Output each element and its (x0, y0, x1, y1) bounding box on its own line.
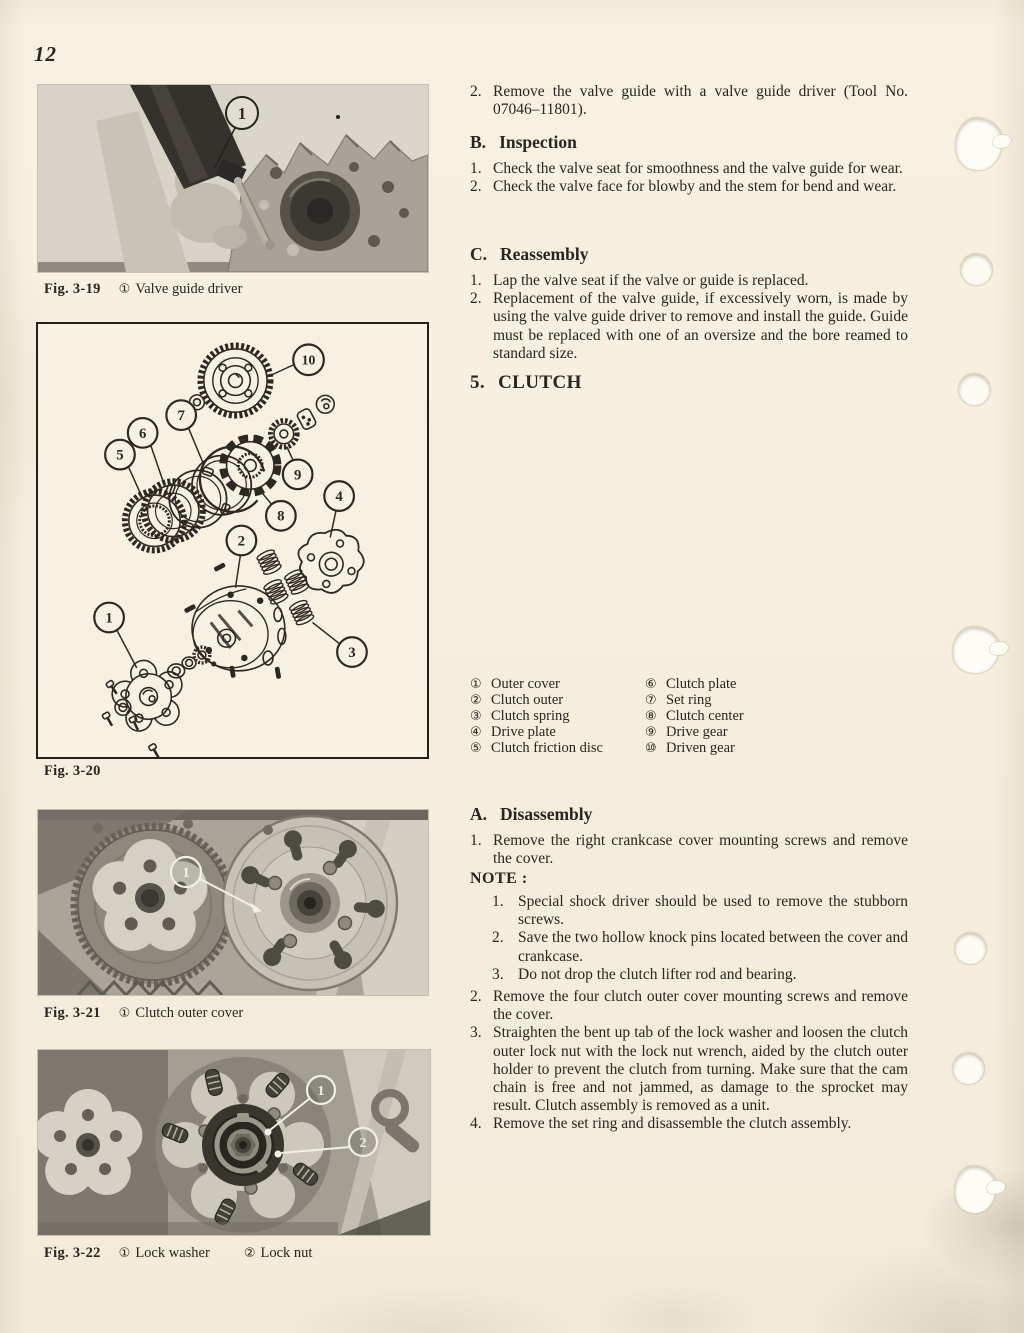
svg-text:9: 9 (293, 467, 302, 484)
parts-column-left (470, 677, 645, 757)
figure-3-19-photo (38, 85, 428, 272)
inspection-list (470, 160, 908, 196)
list-item: 3. Straighten the bent up tab of the lock washer and loosen the clutch outer lock nut with the lock nut wrench, aided by the clutch outer holder to prevent the clutch from turning. Make sure that the cam chain is free and not jammed, as damage to the sprocket may result. Clutch assembly is removed as a unit. (470, 1024, 908, 1115)
list-item: 4. Remove the set ring and disassemble the clutch assembly. (470, 1115, 852, 1133)
svg-text:4: 4 (335, 489, 343, 506)
list-item: 2. Check the valve face for blowby and the stem for bend and wear. (470, 178, 897, 196)
disassembly-heading: A. Disassembly (470, 804, 593, 824)
part-entry: ② Clutch outer (470, 691, 564, 708)
clutch-outer-cover-photo-art (38, 810, 428, 995)
clutch-section-heading: 5. CLUTCH (470, 372, 582, 393)
part-entry: ⑦ Set ring (645, 691, 712, 708)
note-item: 3. Do not drop the clutch lifter rod and bearing. (492, 965, 797, 983)
reassembly-list (470, 272, 908, 363)
page-number: 12 (34, 42, 57, 66)
svg-text:5: 5 (116, 447, 124, 464)
svg-text:2: 2 (359, 1136, 367, 1151)
svg-text:2: 2 (237, 533, 246, 550)
figure-3-22-caption (44, 1245, 346, 1262)
valve-guide-driver-photo-art (38, 85, 428, 272)
part-entry: ⑧ Clutch center (645, 707, 744, 724)
disassembly-step-1: 1. Remove the right crankcase cover mounting screws and remove the cover. (470, 832, 908, 868)
svg-text:8: 8 (277, 508, 285, 525)
caption-item: ① Lock washer (118, 1245, 210, 1261)
parts-column-right (645, 677, 744, 757)
binder-hole-torn (955, 1166, 996, 1213)
part-entry: ⑤ Clutch friction disc (470, 739, 603, 756)
list-item: 1. Check the valve seat for smoothness and the valve guide for wear. (470, 160, 903, 177)
svg-text:3: 3 (348, 645, 356, 662)
figure-3-21-caption (44, 1005, 277, 1022)
figure-3-21-photo (38, 810, 428, 995)
figure-3-22-photo (38, 1050, 430, 1235)
svg-text:1: 1 (182, 865, 190, 881)
inspection-heading: B. Inspection (470, 132, 577, 152)
lock-nut-art (227, 1129, 259, 1161)
figure-3-19-caption (44, 281, 276, 298)
lock-washer-photo-art (38, 1050, 430, 1235)
primary-gear-art (74, 826, 232, 984)
caption-item: ② Lock nut (243, 1245, 313, 1261)
binder-hole (953, 1053, 984, 1084)
binder-hole-torn (953, 627, 999, 673)
clutch-cover-art (223, 816, 397, 990)
binder-hole-torn (956, 118, 1002, 170)
part-entry: ⑥ Clutch plate (645, 676, 737, 692)
note-list (470, 893, 908, 984)
part-entry: ① Outer cover (470, 676, 560, 692)
reassembly-heading: C. Reassembly (470, 244, 589, 264)
svg-text:10: 10 (301, 352, 316, 368)
figure-3-20-caption (44, 763, 119, 780)
note-item: 1. Special shock driver should be used to remove the stubborn screws. (492, 893, 908, 929)
part-entry: ⑨ Drive gear (645, 723, 728, 740)
disassembly-steps-2-4 (470, 988, 908, 1134)
binder-hole (961, 254, 992, 285)
part-entry: ④ Drive plate (470, 723, 556, 740)
note-item: 2. Save the two hollow knock pins located between the cover and crankcase. (492, 929, 908, 965)
list-item: 1. Lap the valve seat if the valve or guide is replaced. (470, 272, 809, 289)
figure-label: Fig. 3-20 (44, 763, 101, 779)
note-label: NOTE : (470, 870, 528, 887)
clutch-assembly-art (155, 1057, 331, 1233)
list-item: 2. Remove the four clutch outer cover mounting screws and remove the cover. (470, 988, 908, 1024)
svg-text:1: 1 (317, 1084, 325, 1099)
svg-text:6: 6 (138, 425, 147, 442)
svg-text:1: 1 (105, 610, 113, 627)
valve-removal-step: 2. Remove the valve guide with a valve guide driver (Tool No. 07046–11801). (470, 83, 908, 119)
svg-text:7: 7 (177, 408, 185, 425)
figure-label: Fig. 3-21 (44, 1005, 101, 1021)
figure-label: Fig. 3-22 (44, 1245, 101, 1261)
caption-item: ① Valve guide driver (118, 281, 243, 297)
part-entry: ③ Clutch spring (470, 707, 570, 724)
figure-label: Fig. 3-19 (44, 281, 101, 297)
clutch-parts-legend (470, 677, 908, 757)
part-entry: ⑩ Driven gear (645, 739, 735, 756)
binder-hole (959, 374, 990, 405)
caption-item: ① Clutch outer cover (118, 1005, 244, 1021)
binder-hole (955, 933, 986, 964)
svg-text:1: 1 (237, 104, 247, 123)
list-item: 2. Replacement of the valve guide, if excessively worn, is made by using the valve guide driver to remove and install the guide. Guide must be replaced with one of an oversize and the bore reamed to standard size. (470, 290, 908, 362)
clutch-exploded-diagram-art (38, 324, 427, 757)
figure-3-20-diagram (36, 322, 429, 759)
